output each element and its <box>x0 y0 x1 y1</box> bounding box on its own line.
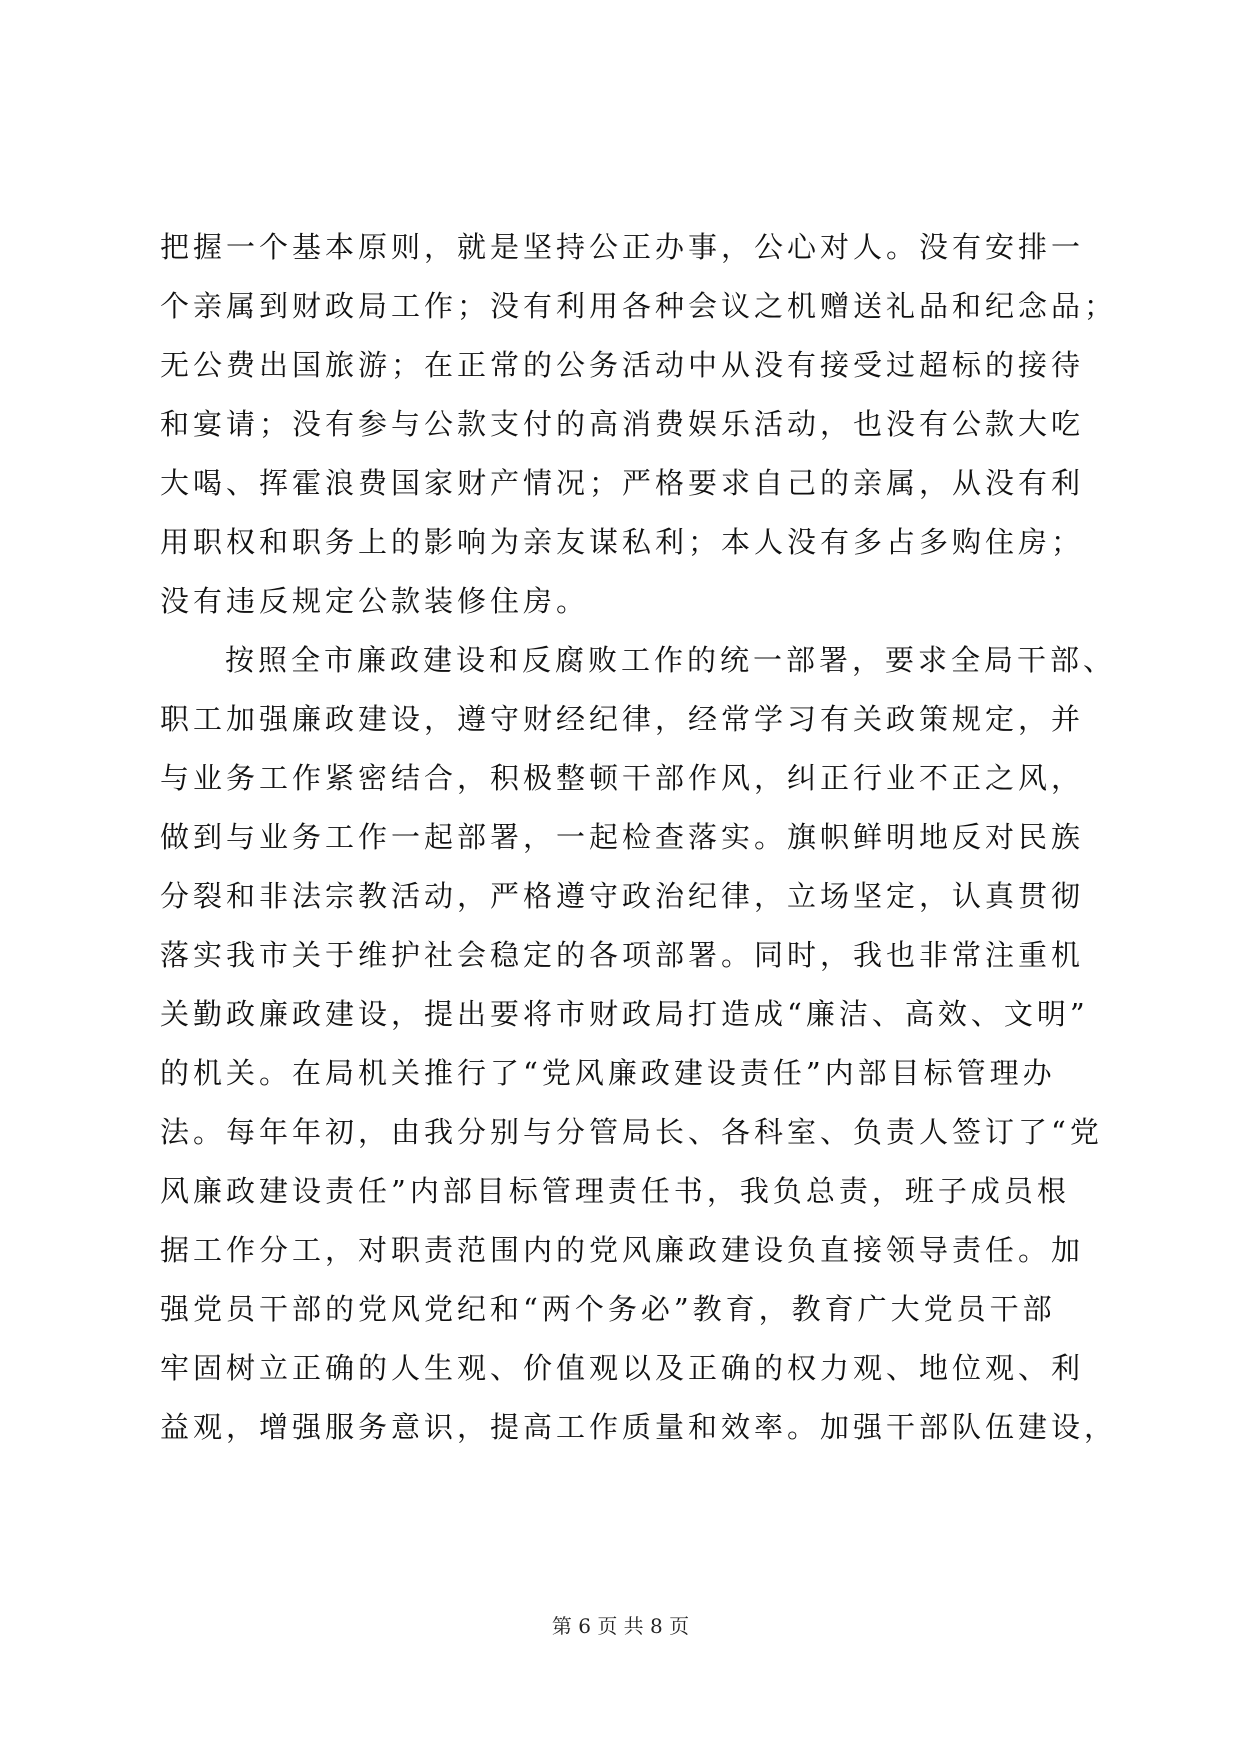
text-line: 强党员干部的党风党纪和“两个务必”教育，教育广大党员干部 <box>160 1292 1056 1326</box>
body-text <box>160 218 1120 1457</box>
text-line: 关勤政廉政建设，提出要将市财政局打造成“廉洁、高效、文明” <box>160 997 1089 1031</box>
text-line: 按照全市廉政建设和反腐败工作的统一部署，要求全局干部、 <box>225 643 1117 677</box>
text-line: 做到与业务工作一起部署，一起检查落实。旗帜鲜明地反对民族 <box>160 820 1085 854</box>
text-line: 牢固树立正确的人生观、价值观以及正确的权力观、地位观、利 <box>160 1351 1085 1385</box>
text-line: 大喝、挥霍浪费国家财产情况；严格要求自己的亲属，从没有利 <box>160 466 1085 500</box>
text-line: 把握一个基本原则，就是坚持公正办事，公心对人。没有安排一 <box>160 230 1085 264</box>
text-line: 的机关。在局机关推行了“党风廉政建设责任”内部目标管理办 <box>160 1056 1056 1090</box>
paragraph-2 <box>160 631 1120 1457</box>
text-line: 与业务工作紧密结合，积极整顿干部作风，纠正行业不正之风， <box>160 761 1085 795</box>
text-line: 分裂和非法宗教活动，严格遵守政治纪律，立场坚定，认真贯彻 <box>160 879 1085 913</box>
text-line: 无公费出国旅游；在正常的公务活动中从没有接受过超标的接待 <box>160 348 1085 382</box>
text-line: 风廉政建设责任”内部目标管理责任书，我负总责，班子成员根 <box>160 1174 1070 1208</box>
text-line: 用职权和职务上的影响为亲友谋私利；本人没有多占多购住房； <box>160 525 1085 559</box>
text-line: 落实我市关于维护社会稳定的各项部署。同时，我也非常注重机 <box>160 938 1085 972</box>
text-line: 益观，增强服务意识，提高工作质量和效率。加强干部队伍建设， <box>160 1410 1118 1444</box>
page-number-footer: 第 6 页 共 8 页 <box>551 1614 690 1638</box>
text-line: 法。每年年初，由我分别与分管局长、各科室、负责人签订了“党 <box>160 1115 1103 1149</box>
text-line: 据工作分工，对职责范围内的党风廉政建设负直接领导责任。加 <box>160 1233 1085 1267</box>
paragraph-1 <box>160 218 1120 631</box>
text-line: 个亲属到财政局工作；没有利用各种会议之机赠送礼品和纪念品； <box>160 289 1118 323</box>
text-line: 职工加强廉政建设，遵守财经纪律，经常学习有关政策规定，并 <box>160 702 1085 736</box>
text-line: 没有违反规定公款装修住房。 <box>160 584 590 618</box>
text-line: 和宴请；没有参与公款支付的高消费娱乐活动，也没有公款大吃 <box>160 407 1085 441</box>
